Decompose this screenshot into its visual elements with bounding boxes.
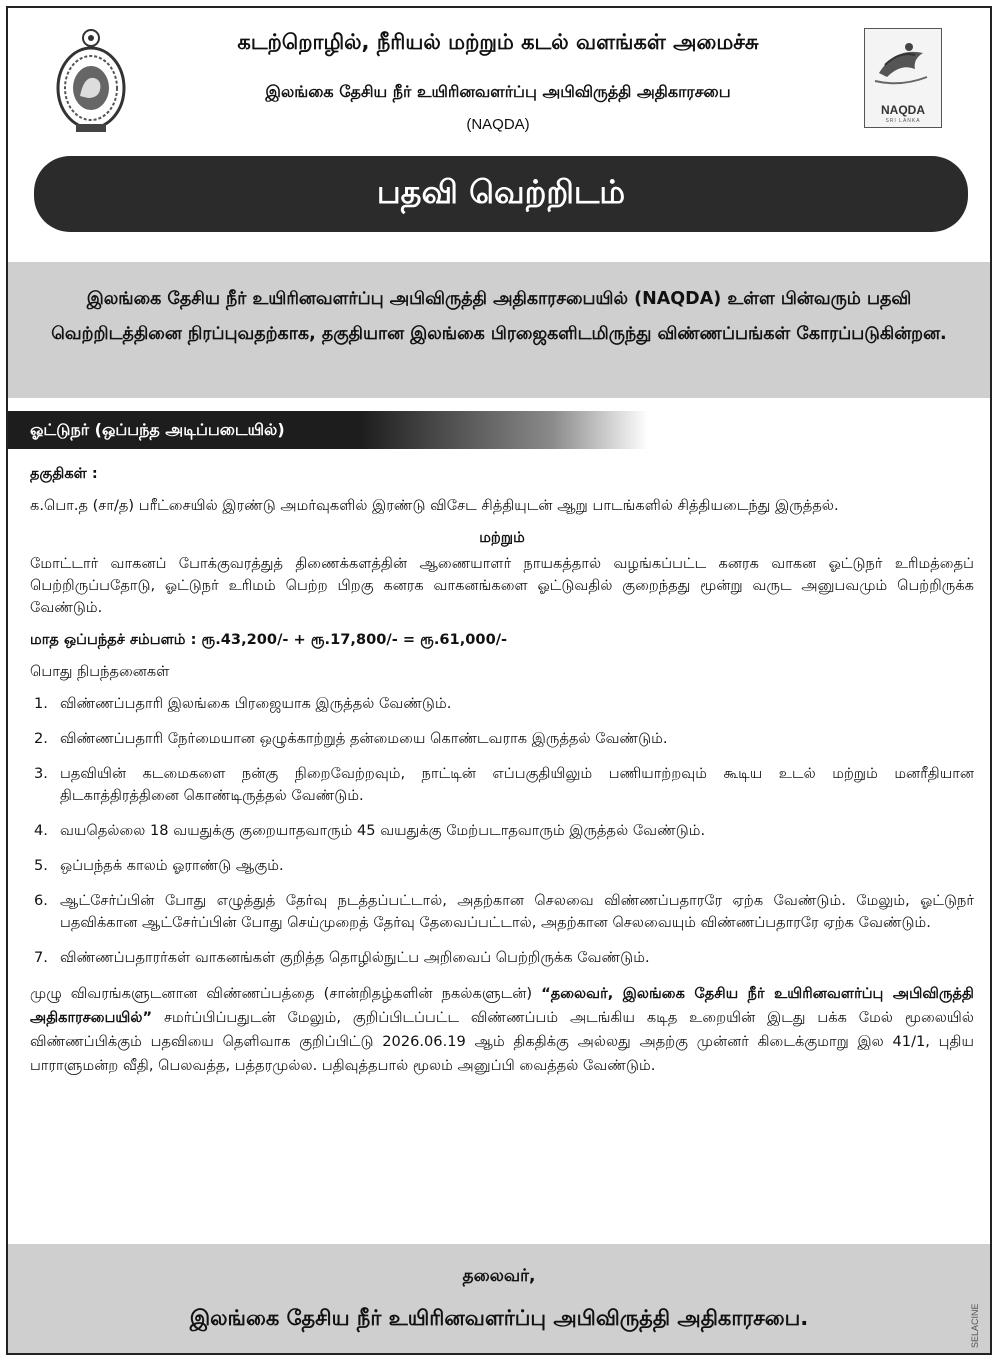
intro-text: இலங்கை தேசிய நீர் உயிரினவளர்ப்பு அபிவிருத்தி அதிகாரசபையில் (NAQDA) உள்ள பின்வரும் பதவி வெற்றிடத்தினை நிரப்புவதற்காக, தகுதியான இலங்கை பிரஜைகளிடமிருந்து விண்ணப்பங்கள் கோரப்படுகின்றன. <box>51 289 947 344</box>
list-item: 1. விண்ணப்பதாரி இலங்கை பிரஜையாக இருத்தல் வேண்டும். <box>34 695 452 712</box>
addressee: “தலைவர், இலங்கை தேசிய நீர் உயிரினவளர்ப்பு அபிவிருத்தி அதிகாரசபையில்” <box>30 985 974 1026</box>
position-title: ஓட்டுநர் (ஒப்பந்த அடிப்படையில்) <box>30 419 285 439</box>
main-content <box>30 463 974 1093</box>
chairman-title: தலைவர், <box>462 1266 536 1286</box>
list-item: 3. பதவியின் கடமைகளை நன்கு நிறைவேற்றவும், நாட்டின் எப்பகுதியிலும் பணியாற்றவும் கூடிய உடல் மற்றும் மனரீதியான திடகாத்திரத்தினை கொண்டிருத்தல் வேண்டும். <box>34 765 974 804</box>
advertisement-page <box>6 6 992 1355</box>
conditions-list <box>30 693 974 969</box>
footer-signature <box>8 1244 990 1355</box>
sri-lanka-emblem-icon <box>54 26 128 136</box>
list-item: 2. விண்ணப்பதாரி நேர்மையான ஒழுக்காற்றுத் தன்மையை கொண்டவராக இருத்தல் வேண்டும். <box>34 730 668 747</box>
organization-name: இலங்கை தேசிய நீர் உயிரினவளர்ப்பு அபிவிருத்தி அதிகாரசபை. <box>189 1306 809 1330</box>
position-heading <box>8 411 648 449</box>
list-item: 5. ஒப்பந்தக் காலம் ஓராண்டு ஆகும். <box>34 857 284 874</box>
logo-text: NAQDA <box>881 103 925 117</box>
authority-name: இலங்கை தேசிய நீர் உயிரினவளர்ப்பு அபிவிருத்தி அதிகாரசபை <box>265 82 731 101</box>
salary-label: மாத ஒப்பந்தச் சம்பளம் : <box>30 631 197 648</box>
ministry-name: கடற்றொழில், நீரியல் மற்றும் கடல் வளங்கள் அமைச்சு <box>237 30 759 54</box>
qualifications-label: தகுதிகள் : <box>30 465 98 482</box>
qualification-text-1: க.பொ.த (சா/த) பரீட்சையில் இரண்டு அமர்வுகளில் இரண்டு விசேட சித்தியுடன் ஆறு பாடங்களில் சித்தியடைந்து இருத்தல். <box>30 497 839 514</box>
intro-band <box>8 262 990 398</box>
list-item: 7. விண்ணப்பதாரர்கள் வாகனங்கள் குறித்த தொழில்நுட்ப அறிவைப் பெற்றிருக்க வேண்டும். <box>34 949 650 966</box>
naqda-logo <box>864 28 942 128</box>
application-instructions: முழு விவரங்களுடனான விண்ணப்பத்தை (சான்றிதழ்களின் நகல்களுடன்) “தலைவர், இலங்கை தேசிய நீர் உயிரினவளர்ப்பு அபிவிருத்தி அதிகாரசபையில்” சமர்ப்பிப்பதுடன் மேலும், குறிப்பிடப்பட்ட விண்ணப்பம் அடங்கிய கடித உறையின் இடது பக்க மேல் மூலையில் விண்ணப்பிக்கும் பதவியை தெளிவாக குறிப்பிட்டு 2026.06.19 ஆம் திகதிக்கு அல்லது அதற்கு முன்னர் கிடைக்குமாறு இல 41/1, புதிய பாராளுமன்ற வீதி, பெலவத்த, பத்தரமுல்ல. பதிவுத்தபால் மூலம் அனுப்பி வைத்தல் வேண்டும். <box>30 985 974 1074</box>
and-separator: மற்றும் <box>479 529 525 546</box>
list-item: 6. ஆட்சேர்ப்பின் போது எழுத்துத் தேர்வு நடத்தப்பட்டால், அதற்கான செலவை விண்ணப்பதாரரே ஏற்க வேண்டும். மேலும், ஓட்டுநர் பதவிக்கான ஆட்சேர்ப்பின் போது செய்முறைத் தேர்வு தேவைப்பட்டால், அதற்கான செலவையும் விண்ணப்பதாரரே ஏற்க வேண்டும். <box>34 892 974 931</box>
list-item: 4. வயதெல்லை 18 வயதுக்கு குறையாதவாரும் 45 வயதுக்கு மேற்படாதவாரும் இருத்தல் வேண்டும். <box>34 822 706 839</box>
agency-side-mark: SELACINE <box>970 1303 980 1348</box>
salary-line <box>30 629 974 651</box>
salary-value: ரூ.43,200/- + ரூ.17,800/- = ரூ.61,000/- <box>201 631 508 648</box>
conditions-label: பொது நிபந்தனைகள் <box>30 663 170 680</box>
header <box>8 8 990 158</box>
logo-subtext: SRI LANKA <box>885 118 921 124</box>
vacancy-title-banner <box>34 156 968 232</box>
vacancy-title: பதவி வெற்றிடம் <box>376 173 626 211</box>
fish-logo-icon <box>865 29 940 99</box>
authority-abbreviation: (NAQDA) <box>466 116 530 133</box>
qualification-text-2: மோட்டார் வாகனப் போக்குவரத்துத் திணைக்களத்தின் ஆணையாளர் நாயகத்தால் வழங்கப்பட்ட கனரக வாகன ஓட்டுநர் உரிமத்தைப் பெற்றிருப்பதோடு, ஓட்டுநர் உரிமம் பெற்ற பிறகு கனரக வாகனங்களை ஓட்டுவதில் குறைந்தது மூன்று வருட அனுபவமும் பெற்றிருக்க வேண்டும். <box>30 555 974 616</box>
